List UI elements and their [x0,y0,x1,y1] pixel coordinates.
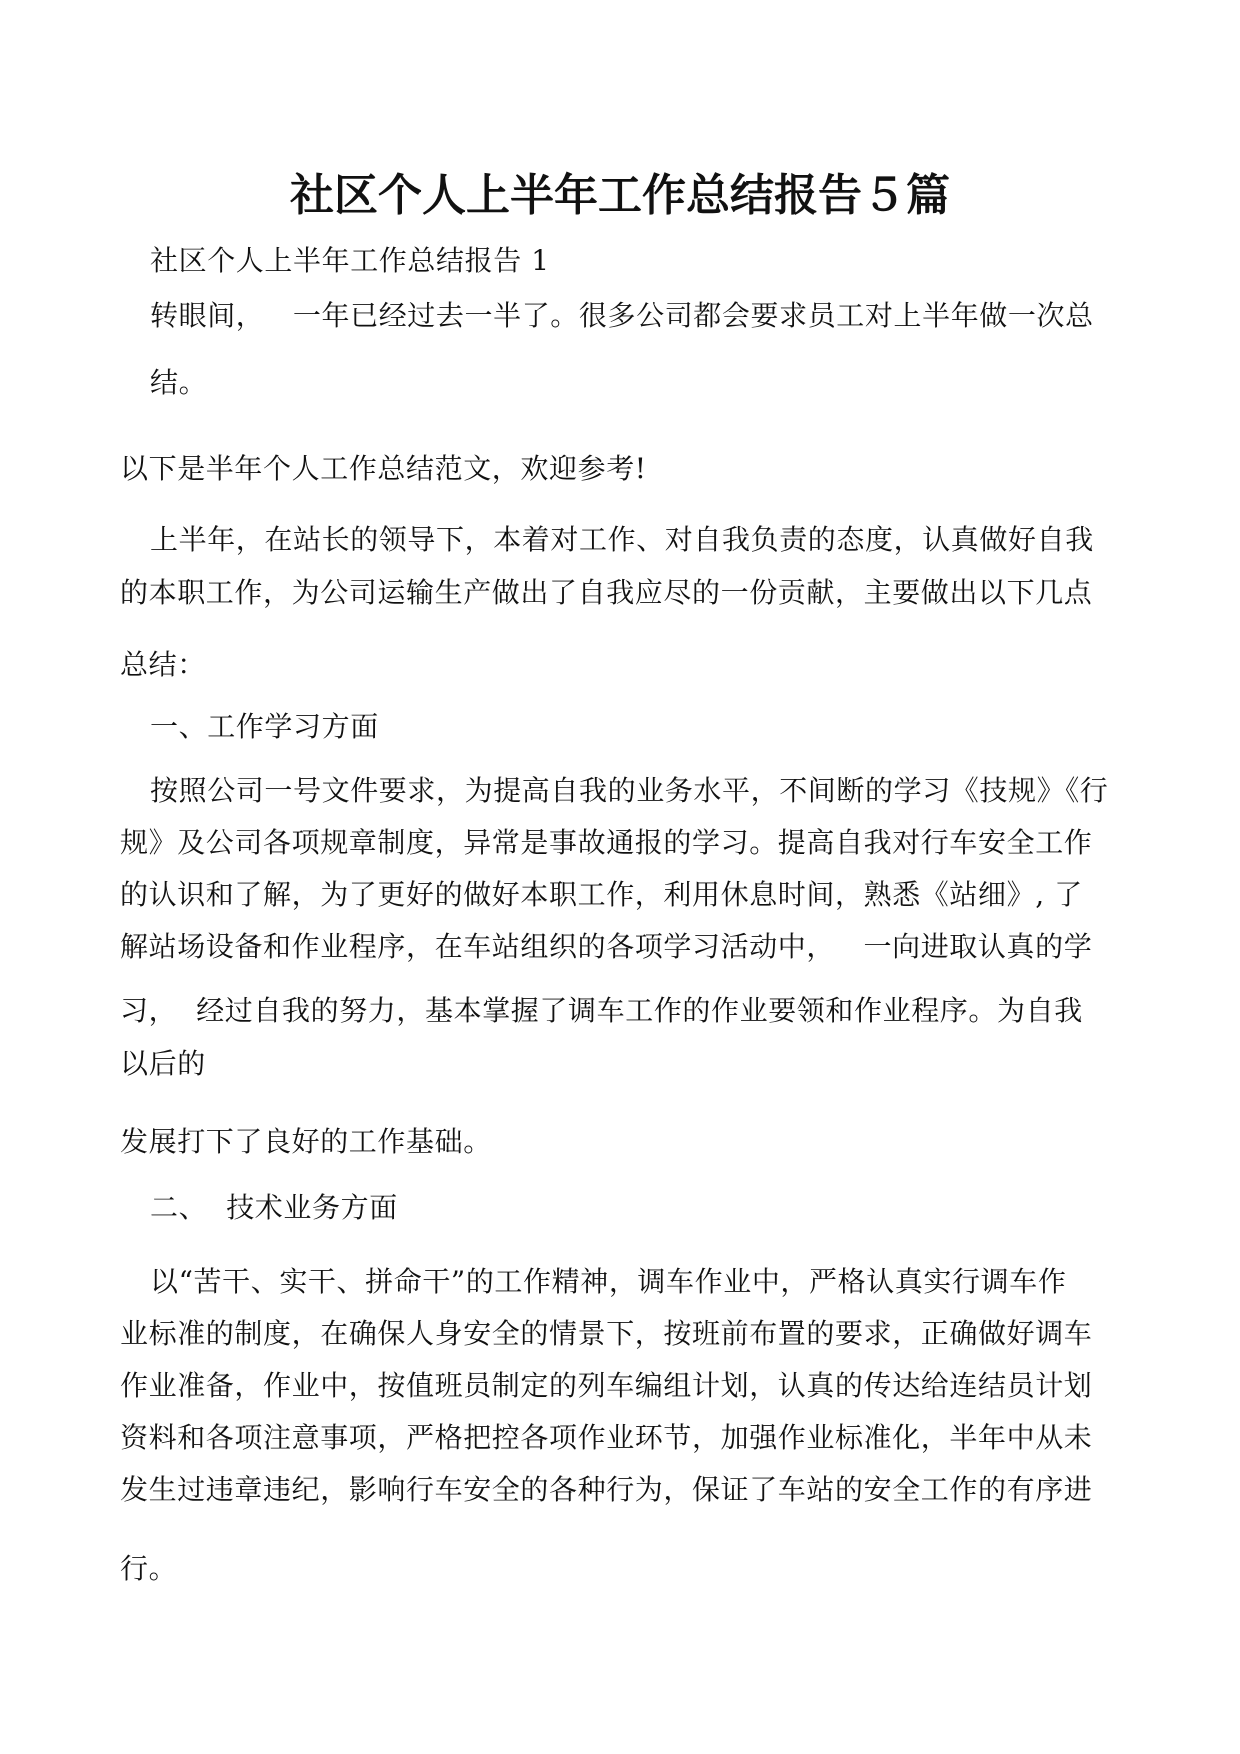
text-line-22: 行。 [120,1552,178,1585]
text-line-1: 社区个人上半年工作总结报告 1 [150,244,550,277]
text-line-5: 上半年，在站长的领导下，本着对工作、对自我负责的态度，认真做好自我 [150,523,1094,556]
text-line-9: 按照公司一号文件要求，为提高自我的业务水平，不间断的学习《技规》《行 [150,774,1109,807]
text-line-3: 结。 [150,366,208,399]
text-line-2: 转眼间， 一年已经过去一半了。很多公司都会要求员工对上半年做一次总 [150,299,1094,332]
text-line-14: 以后的 [120,1047,206,1080]
text-line-17: 以“苦干、实干、拼命干”的工作精神，调车作业中，严格认真实行调车作 [150,1265,1067,1298]
text-line-16: 二、 技术业务方面 [150,1191,398,1224]
text-line-4: 以下是半年个人工作总结范文，欢迎参考! [120,452,647,485]
text-line-21: 发生过违章违纪，影响行车安全的各种行为，保证了车站的安全工作的有序进 [120,1473,1093,1506]
text-line-12: 解站场设备和作业程序，在车站组织的各项学习活动中， 一向进取认真的学 [120,930,1093,963]
text-line-6: 的本职工作，为公司运输生产做出了自我应尽的一份贡献，主要做出以下几点 [120,576,1093,609]
text-line-13: 习， 经过自我的努力，基本掌握了调车工作的作业要领和作业程序。为自我 [120,994,1083,1027]
text-line-18: 业标准的制度，在确保人身安全的情景下，按班前布置的要求，正确做好调车 [120,1317,1093,1350]
document-title: 社区个人上半年工作总结报告５篇 [290,170,950,221]
text-line-11: 的认识和了解，为了更好的做好本职工作，利用休息时间，熟悉《站细》, 了 [120,878,1083,911]
text-line-20: 资料和各项注意事项，严格把控各项作业环节，加强作业标准化，半年中从未 [120,1421,1093,1454]
text-line-10: 规》及公司各项规章制度，异常是事故通报的学习。提高自我对行车安全工作 [120,826,1093,859]
text-line-19: 作业准备，作业中，按值班员制定的列车编组计划，认真的传达给连结员计划 [120,1369,1093,1402]
text-line-8: 一、工作学习方面 [150,710,379,743]
text-line-15: 发展打下了良好的工作基础。 [120,1125,492,1158]
text-line-7: 总结： [120,648,206,681]
